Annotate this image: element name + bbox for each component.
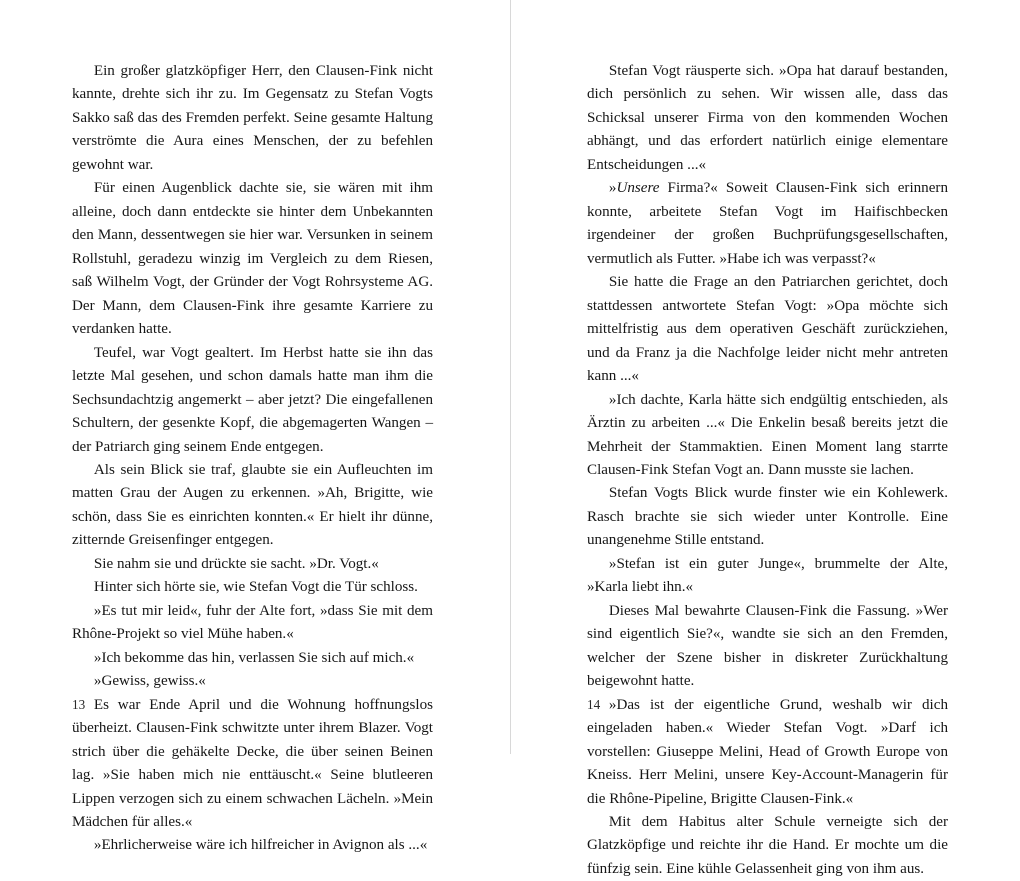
paragraph: Sie nahm sie und drückte sie sacht. »Dr. Vogt.« [93, 555, 379, 572]
paragraph: »Das ist der eigentliche Grund, weshalb wir dich eingeladen haben.« Wieder Stefan Vogt. »Darf ich vorstellen: Giuseppe Melini, Head of Growth Europe von Kneiss. Herr Melini, unsere Key-Account-Managerin für die Rhône-Pipeline, Brigitte Clausen-Fink.« [587, 696, 948, 807]
page-number-left: 13 [72, 697, 86, 712]
paragraph: Stefan Vogts Blick wurde finster wie ein Kohlewerk. Rasch brachte sie sich wieder unter Kontrolle. Eine unangenehme Stille entstand. [587, 485, 948, 549]
paragraph: Stefan Vogt räusperte sich. »Opa hat darauf bestanden, dich persönlich zu sehen. Wir wissen alle, dass das Schicksal unserer Firma von den kommenden Wochen abhängt, und das erfordert natürlich einige elementare Entscheidungen ...« [587, 63, 948, 173]
paragraph: Mit dem Habitus alter Schule verneigte sich der Glatzköpfige und reichte ihr die Hand. Er mochte um die fünfzig sein. Eine kühle Gelassenheit ging von ihm aus. [587, 814, 948, 877]
paragraph: Ein großer glatzköpfiger Herr, den Clausen-Fink nicht kannte, drehte sich ihr zu. Im Gegensatz zu Stefan Vogts Sakko saß das des Fremden perfekt. Seine gesamte Haltung verströmte die Aura eines Menschen, der zu befehlen gewohnt war. [72, 63, 433, 173]
paragraph: »Unsere Firma?« Soweit Clausen-Fink sich erinnern konnte, arbeitete Stefan Vogt im Haifischbecken irgendeiner der großen Buchprüfungsgesellschaften, vermutlich als Futter. »Habe ich was verpasst?« [587, 180, 948, 267]
paragraph: »Stefan ist ein guter Junge«, brummelte der Alte, »Karla liebt ihn.« [587, 555, 948, 596]
page-number-right: 14 [587, 697, 601, 712]
paragraph: »Es tut mir leid«, fuhr der Alte fort, »dass Sie mit dem Rhône-Projekt so viel Mühe haben.« [72, 602, 433, 643]
paragraph: »Gewiss, gewiss.« [93, 673, 206, 690]
left-page-body-text [72, 60, 433, 858]
paragraph: »Ehrlicherweise wäre ich hilfreicher in Avignon als ...« [93, 837, 428, 854]
left-page [0, 0, 510, 854]
paragraph: Sie hatte die Frage an den Patriarchen gerichtet, doch stattdessen antwortete Stefan Vogt: »Opa möchte sich mittelfristig aus dem operativen Geschäft zurückziehen, und da Franz ja die Nachfolge leider nicht mehr antreten kann ...« [587, 274, 948, 385]
right-page [510, 0, 1020, 877]
paragraph: Hinter sich hörte sie, wie Stefan Vogt die Tür schloss. [93, 579, 418, 596]
paragraph: »Ich bekomme das hin, verlassen Sie sich auf mich.« [93, 649, 415, 666]
paragraph: Es war Ende April und die Wohnung hoffnungslos überheizt. Clausen-Fink schwitzte unter ihrem Blazer. Vogt strich über die gehäkelte Decke, die über seinen Beinen lag. »Sie haben mich nie enttäuscht.« Seine blutleeren Lippen verzogen sich zu einem schwachen Lächeln. »Mein Mädchen für alles.« [72, 696, 433, 830]
paragraph: Teufel, war Vogt gealtert. Im Herbst hatte sie ihn das letzte Mal gesehen, und schon damals hatte man ihm die Sechsundachtzig angemerkt – aber jetzt? Die eingefallenen Schultern, der gesenkte Kopf, die abgemagerten Wangen – der Patriarch ging seinem Ende entgegen. [72, 344, 433, 455]
right-page-body-text [587, 60, 948, 881]
paragraph: Dieses Mal bewahrte Clausen-Fink die Fassung. »Wer sind eigentlich Sie?«, wandte sie sich an den Fremden, welcher der Szene bisher in diskreter Zurückhaltung beigewohnt hatte. [587, 602, 948, 690]
paragraph: Als sein Blick sie traf, glaubte sie ein Aufleuchten im matten Grau der Augen zu erkennen. »Ah, Brigitte, wie schön, dass Sie es einrichten konnten.« Er hielt ihr dünne, zitternde Greisenfinger entgegen. [72, 461, 433, 549]
paragraph: »Ich dachte, Karla hätte sich endgültig entschieden, als Ärztin zu arbeiten ...« Die Enkelin besaß bereits jetzt die Mehrheit der Stammaktien. Einen Moment lang starrte Clausen-Fink Stefan Vogt an. Dann musste sie lachen. [587, 391, 948, 478]
paragraph: Für einen Augenblick dachte sie, sie wären mit ihm alleine, doch dann entdeckte sie hinter dem Unbekannten den Mann, dessentwegen sie hier war. Versunken in seinem Rollstuhl, geradezu winzig im Vergleich zu dem Riesen, saß Wilhelm Vogt, der Gründer der Vogt Rohrsysteme AG. Der Mann, dem Clausen-Fink ihre gesamte Karriere zu verdanken hatte. [72, 180, 433, 338]
